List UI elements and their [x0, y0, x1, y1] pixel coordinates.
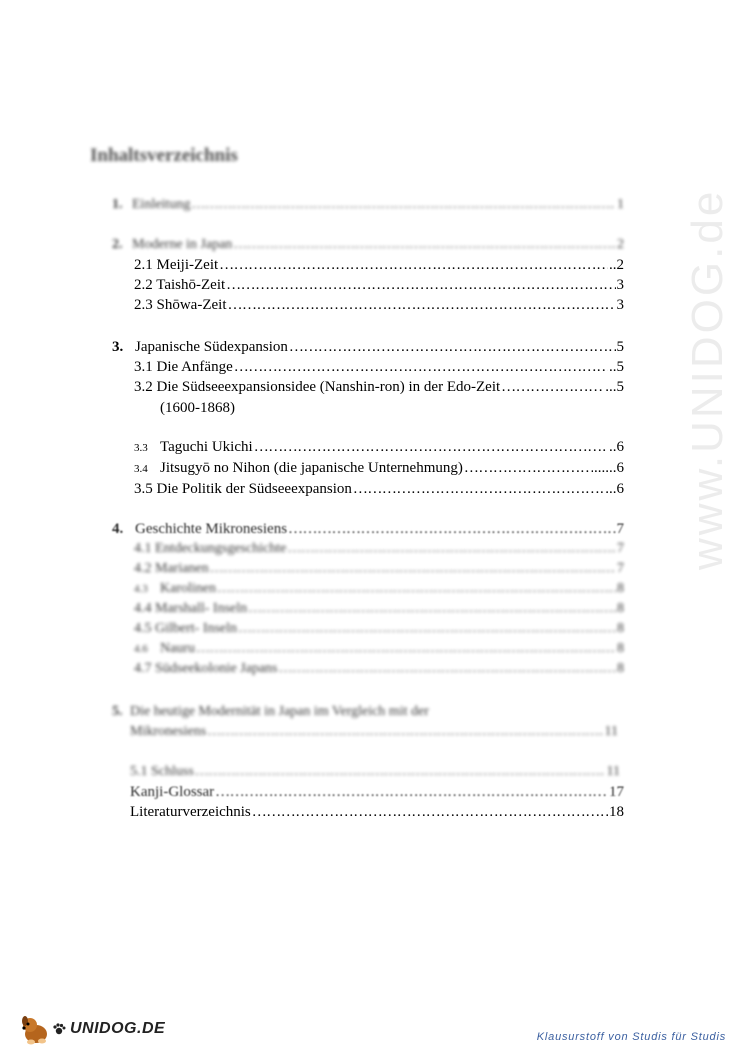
- toc-entry-3: 3. Japanische Südexpansion ……………………………………………………………………………………………………………………………………………………… 5: [112, 338, 624, 356]
- toc-entry-3-2-continuation: (1600-1868): [160, 400, 235, 416]
- toc-entry-4-3: 4.3 Karolinen ……………………………………………………………………………………………………………………………………………………… 8: [134, 580, 624, 598]
- toc-entry-3-1: 3.1 Die Anfänge ……………………………………………………………………………………………………………………………………………………… ..5: [134, 358, 624, 376]
- logo-text: UNIDOG.DE: [70, 1020, 166, 1037]
- toc-entry-4-7: 4.7 Südseekolonie Japans ……………………………………………………………………………………………………………………………………………………… 8: [134, 660, 624, 678]
- toc-entry-5-1: 5.1 Schluss ……………………………………………………………………………………………………………………………………………………… 11: [130, 763, 620, 781]
- toc-entry-4: 4. Geschichte Mikronesiens ……………………………………………………………………………………………………………………………………………………… 7: [112, 520, 624, 538]
- toc-entry-1: 1. Einleitung ……………………………………………………………………………………………………………………………………………………… 1: [112, 196, 624, 214]
- footer-slogan: Klausurstoff von Studis für Studis: [536, 1031, 726, 1043]
- toc-entry-3-5: 3.5 Die Politik der Südseeexpansion ……………………………………………………………………………………………………………………………………………………… ...6: [134, 480, 624, 498]
- toc-entry-5-continuation: Mikronesiens ……………………………………………………………………………………………………………………………………………………… 11: [130, 723, 618, 741]
- dog-mascot-icon: [18, 1012, 52, 1046]
- toc-entry-literaturverzeichnis: Literaturverzeichnis ……………………………………………………………………………………………………………………………………………………… 18: [130, 803, 624, 821]
- toc-entry-4-1: 4.1 Entdeckungsgeschichte ……………………………………………………………………………………………………………………………………………………… 7: [134, 540, 624, 558]
- toc-entry-3-2: 3.2 Die Südseeexpansionsidee (Nanshin-ron) in der Edo-Zeit ……………………………………………………………………………………………………………………………………………………… ...5: [134, 378, 624, 396]
- toc-entry-4-2: 4.2 Marianen ……………………………………………………………………………………………………………………………………………………… 7: [134, 560, 624, 578]
- toc-entry-2: 2. Moderne in Japan ……………………………………………………………………………………………………………………………………………………… 2: [112, 236, 624, 254]
- unidog-logo: [18, 1012, 165, 1046]
- toc-entry-2-3: 2.3 Shōwa-Zeit ……………………………………………………………………………………………………………………………………………………… 3: [134, 296, 624, 314]
- toc-entry-3-4: 3.4 Jitsugyō no Nihon (die japanische Unternehmung) ……………………………………………………………………………………………………………………………………………………… ......6: [134, 459, 624, 478]
- watermark: www.UNIDOG.de: [683, 188, 732, 570]
- toc-entry-5: 5. Die heutige Modernität in Japan im Vergleich mit der: [112, 704, 429, 719]
- toc-title: Inhaltsverzeichnis: [90, 145, 238, 166]
- toc-entry-kanji-glossar: Kanji-Glossar ……………………………………………………………………………………………………………………………………………………… 17: [130, 783, 624, 801]
- toc-entry-2-1: 2.1 Meiji-Zeit ……………………………………………………………………………………………………………………………………………………… ..2: [134, 256, 624, 274]
- toc-entry-4-4: 4.4 Marshall- Inseln ……………………………………………………………………………………………………………………………………………………… 8: [134, 600, 624, 618]
- paw-icon: [52, 1022, 66, 1036]
- toc-entry-4-6: 4.6 Nauru ……………………………………………………………………………………………………………………………………………………… 8: [134, 640, 624, 658]
- toc-entry-4-5: 4.5 Gilbert- Inseln ……………………………………………………………………………………………………………………………………………………… 8: [134, 620, 624, 638]
- toc-entry-2-2: 2.2 Taishō-Zeit ……………………………………………………………………………………………………………………………………………………… 3: [134, 276, 624, 294]
- toc-entry-3-3: 3.3 Taguchi Ukichi ……………………………………………………………………………………………………………………………………………………… ..6: [134, 438, 624, 457]
